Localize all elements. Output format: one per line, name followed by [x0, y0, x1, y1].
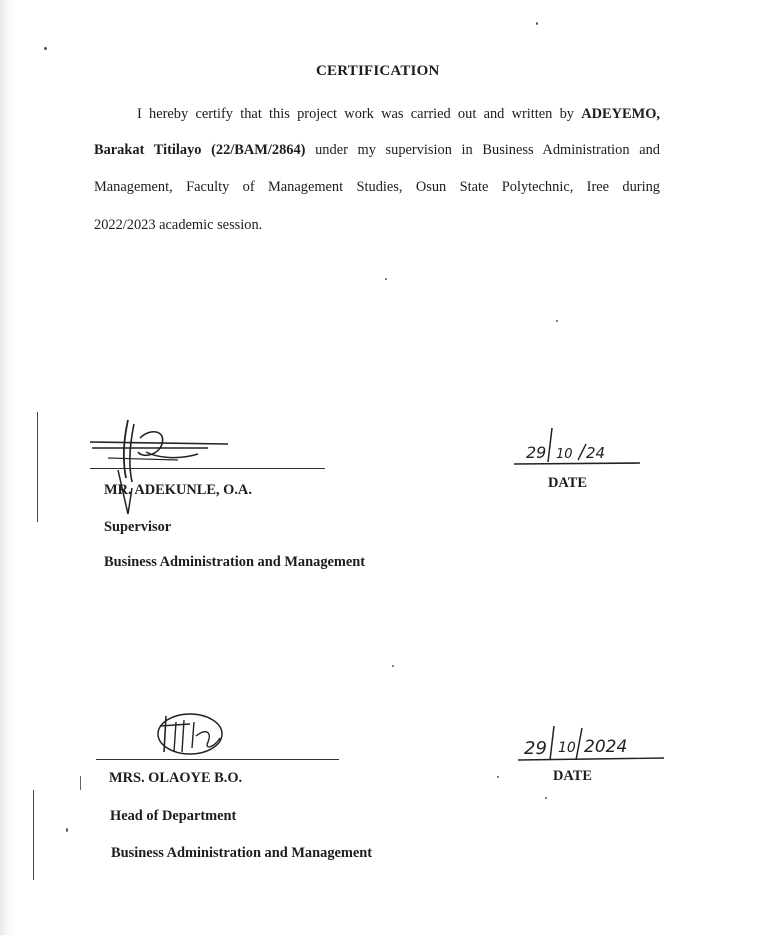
hod-date-label: DATE: [553, 768, 592, 784]
paragraph-line-2: [94, 140, 660, 160]
svg-text:29: 29: [526, 443, 547, 462]
scan-speck: [44, 47, 47, 50]
scan-speck: [545, 797, 547, 799]
svg-text:24: 24: [586, 444, 606, 462]
svg-text:10: 10: [558, 740, 576, 756]
paragraph-line-3: Management, Faculty of Management Studies, Osun State Polytechnic, Iree during: [94, 179, 660, 195]
supervisor-signature: [88, 418, 238, 518]
page-title: CERTIFICATION: [316, 63, 440, 79]
supervisor-department: Business Administration and Management: [104, 554, 366, 570]
student-surname: ADEYEMO,: [581, 106, 660, 122]
svg-text:29: 29: [524, 738, 547, 759]
scan-speck: [66, 828, 68, 832]
svg-text:10: 10: [556, 447, 573, 462]
supervisor-date-handwritten: [512, 416, 647, 468]
supervisor-date-label: DATE: [548, 475, 587, 491]
scan-edge-mark: [37, 412, 38, 522]
student-name-and-matric: Barakat Titilayo (22/BAM/2864): [94, 142, 306, 158]
hod-signature-line: [96, 759, 339, 760]
paragraph-line-4: 2022/2023 academic session.: [94, 217, 263, 233]
scan-speck: [392, 665, 394, 667]
hod-date-handwritten: [514, 720, 674, 766]
paragraph-line-2-text: under my supervision in Business Administration and: [305, 142, 660, 158]
hod-signature: [150, 708, 230, 758]
scan-speck: [536, 22, 538, 25]
hod-role: Head of Department: [110, 808, 237, 824]
hod-department: Business Administration and Management: [111, 845, 373, 861]
scan-speck: [556, 320, 558, 322]
hod-name: MRS. OLAOYE B.O.: [109, 770, 243, 786]
supervisor-role: Supervisor: [104, 519, 172, 535]
scan-speck: [497, 776, 499, 778]
supervisor-name: MR. ADEKUNLE, O.A.: [104, 482, 252, 498]
scan-speck: [385, 278, 387, 280]
paragraph-line-1-text: I hereby certify that this project work was carried out and written by: [137, 106, 582, 122]
scan-edge-mark: [33, 790, 34, 880]
paragraph-line-1: [137, 104, 660, 124]
scan-edge-mark: [80, 776, 81, 790]
svg-text:2024: 2024: [584, 737, 628, 757]
